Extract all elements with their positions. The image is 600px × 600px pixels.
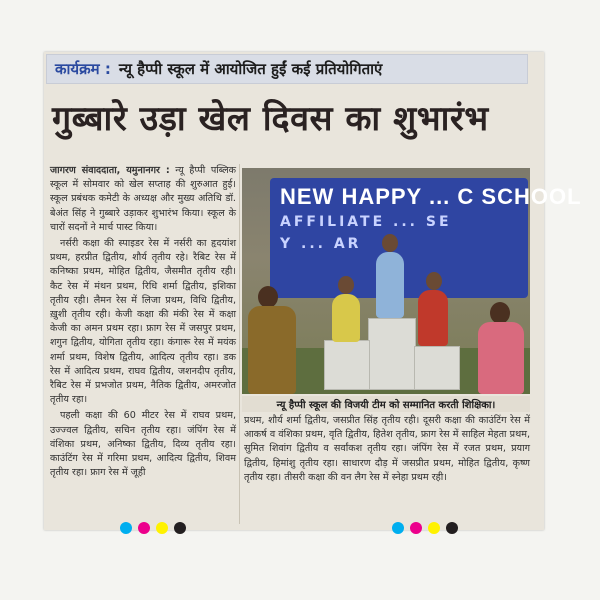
article-paragraph-continued: प्रथम, शौर्य शर्मा द्वितीय, जसप्रीत सिंह तृतीय रही। दूसरी कक्षा की काउंटिंग रेस में आकर्ष व वंशिका प्रथम, वृति द्वितीय, हितेश तृतीय, फ्राग रेस में साहिल मेहता प्रथम, सुमित शिवांग द्वितीय व सर्वांकश तृतीय रहा। जंपिंग रेस में रजत प्रथम, प्रयाग द्वितीय, हिमांशु तृतीय रहा। साधारण दौड़ में जसप्रीत प्रथम, मोहित द्वितीय, कृष्ण तृतीय रहा। तीसरी कक्षा की वन लैग रेस में स्नेहा प्रथम रही। — [244, 415, 530, 483]
banner-school-name: NEW HAPPY ... C SCHOOL — [280, 184, 582, 209]
photo-caption: न्यू हैप्पी स्कूल की विजयी टीम को सम्मानित करती शिक्षिका। — [242, 396, 530, 412]
cyan-dot — [120, 522, 132, 534]
banner-line-3: Y ... AR — [280, 236, 362, 252]
podium-third — [414, 346, 460, 390]
article-paragraph-2: नर्सरी कक्षा की स्पाइडर रेस में नर्सरी का हृदयांश प्रथम, हरप्रीत द्वितीय, शौर्य तृतीय रहे। रैबिट रेस में कनिष्का प्रथम, मोहित द्वितीय, जैसमीत तृतीय रही। कैट रेस में मंथन प्रथम, रिधि शर्मा द्वितीय, इशिका तृतीय रही। लैमन रेस में लिजा प्रथम, विधि द्वितीय, ख़ुशी तृतीय रही। केजी कक्षा की मंकी रेस में कक्षा केजी का अमन प्रथम रहा। फ्राग रेस में जसपुर प्रथम, शगुन द्वितीय, योगिता तृतीय रहा। कंगारू रेस में मयंक शर्मा प्रथम, विशेष द्वितीय, आदित्य तृतीय रहा। डक रेस में आदित्य प्रथम, राघव द्वितीय, जशनदीप तृतीय, रैबिट रेस में प्रभजोत प्रथम, नैतिक द्वितीय, अमरजोत तृतीय रहा। — [50, 238, 236, 406]
student-third-place — [418, 290, 448, 346]
student-first-place — [376, 252, 404, 318]
section-kicker — [46, 54, 528, 84]
woman-in-pink — [478, 322, 524, 394]
student-head — [382, 234, 398, 252]
registration-marks-left — [120, 522, 186, 534]
kicker-title: न्यू हैप्पी स्कूल में आयोजित हुईं कई प्रतियोगिताएं — [118, 60, 383, 78]
registration-marks-right — [392, 522, 458, 534]
podium-first — [368, 318, 416, 390]
column-divider — [239, 164, 240, 524]
magenta-dot — [138, 522, 150, 534]
student-second-place — [332, 294, 360, 342]
student-head — [338, 276, 354, 294]
teacher-head — [258, 286, 278, 308]
student-head — [426, 272, 442, 290]
black-dot — [174, 522, 186, 534]
cyan-dot — [392, 522, 404, 534]
teacher — [248, 306, 296, 394]
yellow-dot — [156, 522, 168, 534]
article-paragraph-3: पहली कक्षा की 60 मीटर रेस में राघव प्रथम, उज्ज्वल द्वितीय, सचिन तृतीय रहा। जंपिंग रेस में वंशिका प्रथम, अनिष्का द्वितीय, दिव्य तृतीय रहा। काउंटिंग रेस में गरिमा प्रथम, आदित्य द्वितीय, शिवम तृतीय रहा। फ्राग रेस में जूही — [50, 410, 236, 479]
paragraph-1-text: न्यू हैप्पी पब्लिक स्कूल में सोमवार को खेल सप्ताह की शुरुआत हुई। स्कूल प्रबंधक कमेटी के अध्यक्ष और मुख्य अतिथि डॉ. बेअंत सिंह ने गुब्बारे उड़ाकर शुभारंभ किया। स्कूल के चारों सदनों ने मार्च पास्ट किया। — [50, 165, 236, 233]
news-photo — [242, 168, 582, 394]
yellow-dot — [428, 522, 440, 534]
article-right-column — [244, 414, 530, 485]
black-dot — [446, 522, 458, 534]
byline: जागरण संवाददाता, यमुनानगर : — [50, 165, 170, 176]
article-left-column — [50, 164, 236, 482]
kicker-label: कार्यक्रम : — [55, 60, 111, 78]
banner-affiliation: AFFILIATE ... SE — [280, 214, 452, 230]
newspaper-clipping — [44, 52, 582, 530]
woman-head — [490, 302, 510, 324]
article-paragraph-1 — [50, 164, 236, 235]
magenta-dot — [410, 522, 422, 534]
headline: गुब्बारे उड़ा खेल दिवस का शुभारंभ — [52, 99, 489, 139]
podium-second — [324, 340, 370, 390]
